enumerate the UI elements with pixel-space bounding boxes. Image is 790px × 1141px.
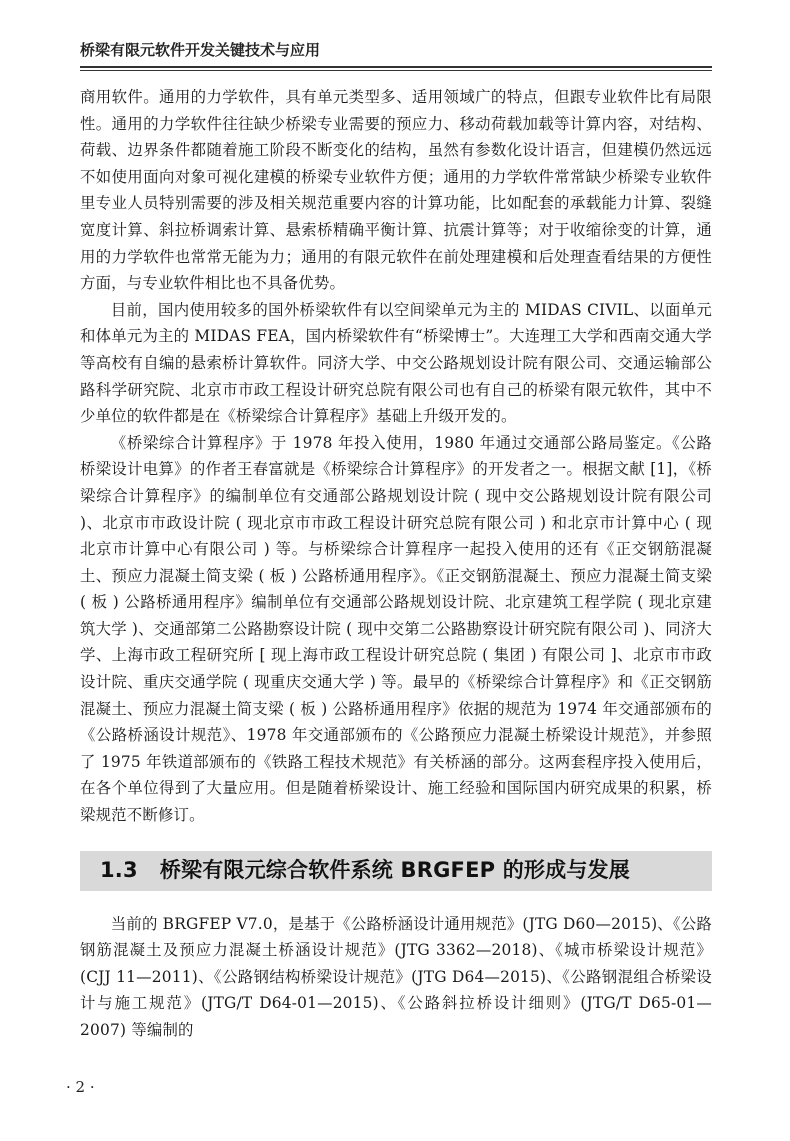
section-number: 1.3 [100,858,138,883]
paragraph: 目前，国内使用较多的国外桥梁软件有以空间梁单元为主的 MIDAS CIVIL、以面单元和体单元为主的 MIDAS FEA，国内桥梁软件有“桥梁博士”。大连理工大学和西南交通大学等高校有自编的悬索桥计算软件。同济大学、中交公路规划设计院有限公司、交通运输部公路科学研究院、北京市市政工程设计研究总院有限公司也有自己的桥梁有限元软件，其中不少单位的软件都是在《桥梁综合计算程序》基础上升级开发的。 [80,300,712,426]
paragraph: 《桥梁综合计算程序》于 1978 年投入使用，1980 年通过交通部公路局鉴定。《公路桥梁设计电算》的作者王春富就是《桥梁综合计算程序》的开发者之一。根据文献 [1]，《桥梁综合计算程序》的编制单位有交通部公路规划设计院 ( 现中交公路规划设计院有限公司 )、北京市市政设计院 ( 现北京市市政工程设计研究总院有限公司 ) 和北京市计算中心 ( 现北京市计算中心有限公司 ) 等。与桥梁综合计算程序一起投入使用的还有《正交钢筋混凝土、预应力混凝土简支梁 ( 板 ) 公路桥通用程序》。《正交钢筋混凝土、预应力混凝土简支梁 ( 板 ) 公路桥通用程序》编制单位有交通部公路规划设计院、北京建筑工程学院 ( 现北京建筑大学 )、交通部第二公路勘察设计院 ( 现中交第二公路勘察设计研究院有限公司 )、同济大学、上海市政工程研究所 [ 现上海市政工程设计研究总院 ( 集团 ) 有限公司 ]、北京市市政设计院、重庆交通学院 ( 现重庆交通大学 ) 等。最早的《桥梁综合计算程序》和《正交钢筋混凝土、预应力混凝土简支梁 ( 板 ) 公路桥通用程序》依据的规范为 1974 年交通部颁布的《公路桥涵设计规范》、1978 年交通部颁布的《公路预应力混凝土桥梁设计规范》，并参照了 1975 年铁道部颁布的《铁路工程技术规范》有关桥涵的部分。这两套程序投入使用后，在各个单位得到了大量应用。但是随着桥梁设计、施工经验和国际国内研究成果的积累，桥梁规范不断修订。 [80,433,712,825]
paragraph-continued: 商用软件。通用的力学软件，具有单元类型多、适用领域广的特点，但跟专业软件比有局限性。通用的力学软件往往缺少桥梁专业需要的预应力、移动荷载加载等计算内容，对结构、荷载、边界条件都随着施工阶段不断变化的结构，虽然有参数化设计语言，但建模仍然远远不如使用面向对象可视化建模的桥梁专业软件方便；通用的力学软件常常缺少桥梁专业软件里专业人员特别需要的涉及相关规范重要内容的计算功能，比如配套的承载能力计算、裂缝宽度计算、斜拉桥调索计算、悬索桥精确平衡计算、抗震计算等；对于收缩徐变的计算，通用的力学软件也常常无能为力；通用的有限元软件在前处理建模和后处理查看结果的方便性方面，与专业软件相比也不具备优势。 [80,88,712,293]
running-header-title: 桥梁有限元软件开发关键技术与应用 [80,41,321,59]
section-heading [80,851,712,891]
body-text [80,84,712,1044]
header-rule-thick [80,66,712,68]
page-number: · 2 · [66,1078,95,1096]
header-rule-thin [80,70,712,71]
paragraph: 当前的 BRGFEP V7.0，是基于《公路桥涵设计通用规范》(JTG D60—2015)、《公路钢筋混凝土及预应力混凝土桥涵设计规范》(JTG 3362—2018)、《城市桥梁设计规范》(CJJ 11—2011)、《公路钢结构桥梁设计规范》(JTG D64—2015)、《公路钢混组合桥梁设计与施工规范》(JTG/T D64-01—2015)、《公路斜拉桥设计细则》(JTG/T D65-01—2007) 等编制的 [80,914,712,1039]
section-title: 桥梁有限元综合软件系统 BRGFEP 的形成与发展 [159,858,630,883]
